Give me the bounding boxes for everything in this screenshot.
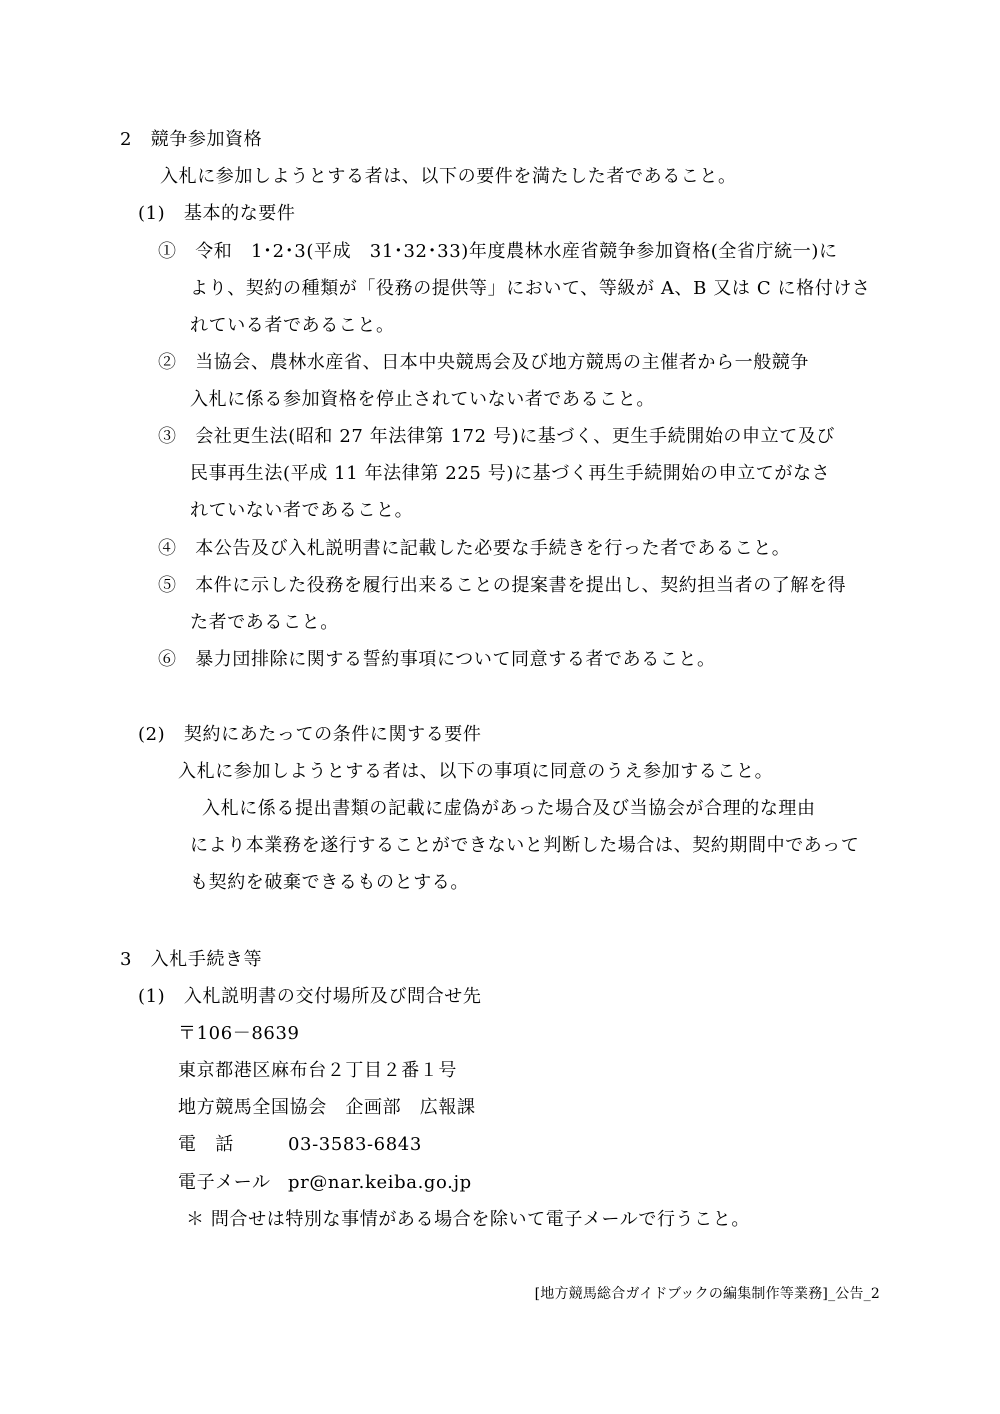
page-footer: [地方競馬総合ガイドブックの編集制作等業務]_公告_2 — [534, 1286, 880, 1302]
address: 東京都港区麻布台２丁目２番１号 — [178, 1060, 457, 1081]
section2-sub2-para-line1: 入札に係る提出書類の記載に虚偽があった場合及び当協会が合理的な理由 — [202, 798, 816, 819]
tel-label: 電 話 — [178, 1134, 234, 1155]
section2-sub1-heading: (1) 基本的な要件 — [138, 203, 296, 224]
section3-sub1-heading: (1) 入札説明書の交付場所及び問合せ先 — [138, 986, 482, 1007]
section2-sub2-intro: 入札に参加しようとする者は、以下の事項に同意のうえ参加すること。 — [178, 761, 774, 782]
requirement-3-line3: れていない者であること。 — [190, 500, 414, 521]
requirement-6-line1: ⑥ 暴力団排除に関する誓約事項について同意する者であること。 — [158, 649, 716, 670]
organization: 地方競馬全国協会 企画部 広報課 — [178, 1097, 476, 1118]
section3-heading: 3 入札手続き等 — [120, 949, 263, 970]
email-value: pr@nar.keiba.go.jp — [288, 1172, 472, 1193]
tel-value: 03-3583-6843 — [288, 1134, 422, 1155]
requirement-4-line1: ④ 本公告及び入札説明書に記載した必要な手続きを行った者であること。 — [158, 538, 791, 559]
section2-sub2-para-line2: により本業務を遂行することができないと判断した場合は、契約期間中であって — [190, 835, 860, 856]
section2-sub2-heading: (2) 契約にあたっての条件に関する要件 — [138, 724, 482, 745]
email-label: 電子メール — [178, 1172, 271, 1193]
requirement-5-line1: ⑤ 本件に示した役務を履行出来ることの提案書を提出し、契約担当者の了解を得 — [158, 575, 847, 596]
requirement-5-line2: た者であること。 — [190, 612, 339, 633]
section2-heading: 2 競争参加資格 — [120, 129, 263, 150]
postal-code: 〒106－8639 — [178, 1023, 300, 1044]
requirement-2-line2: 入札に係る参加資格を停止されていない者であること。 — [190, 389, 655, 410]
contact-note: ＊ 問合せは特別な事情がある場合を除いて電子メールで行うこと。 — [186, 1209, 750, 1230]
requirement-1-line3: れている者であること。 — [190, 315, 395, 336]
section2-intro: 入札に参加しようとする者は、以下の要件を満たした者であること。 — [160, 166, 737, 187]
requirement-1-line2: より、契約の種類が「役務の提供等」において、等級が A、B 又は C に格付けさ — [190, 278, 871, 299]
requirement-2-line1: ② 当協会、農林水産省、日本中央競馬会及び地方競馬の主催者から一般競争 — [158, 352, 809, 373]
requirement-1-line1: ① 令和 1･2･3(平成 31･32･33)年度農林水産省競争参加資格(全省庁統一)に — [158, 241, 838, 262]
requirement-3-line2: 民事再生法(平成 11 年法律第 225 号)に基づく再生手続開始の申立てがなさ — [190, 463, 831, 484]
section2-sub2-para-line3: も契約を破棄できるものとする。 — [190, 872, 469, 893]
requirement-3-line1: ③ 会社更生法(昭和 27 年法律第 172 号)に基づく、更生手続開始の申立て及び — [158, 426, 836, 447]
